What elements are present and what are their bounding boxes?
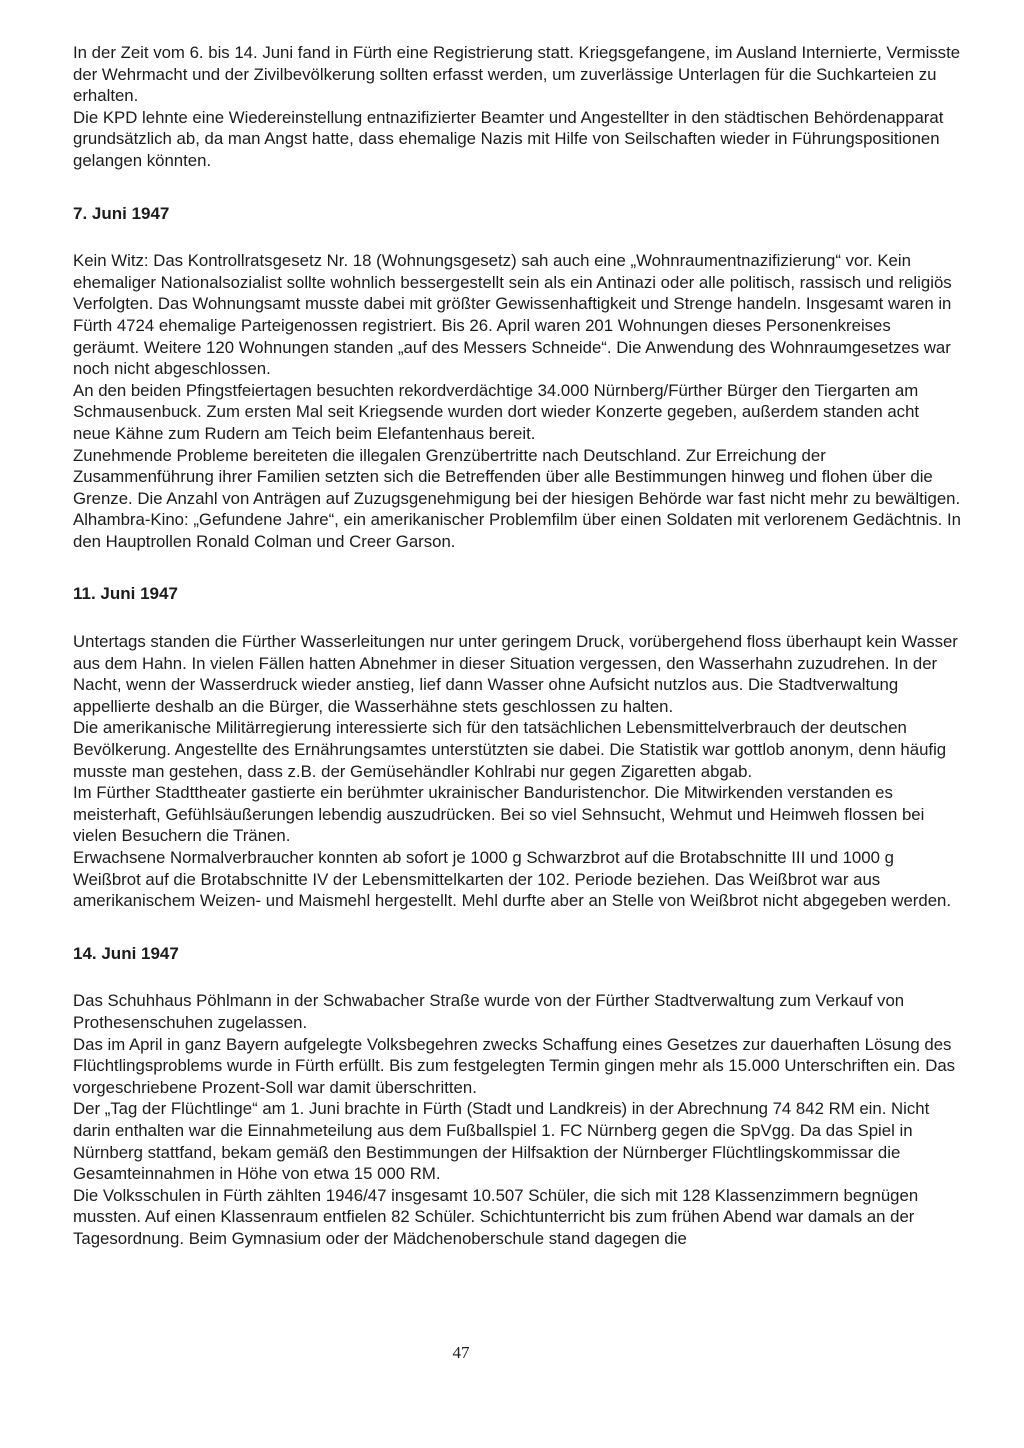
- paragraph: Zunehmende Probleme bereiteten die illegalen Grenzübertritte nach Deutschland. Zur Erreichung der Zusammenführung ihrer Familien setzten sich die Betreffenden über alle Bestimmungen hinweg und flohen über die Grenze. Die Anzahl von Anträgen auf Zuzugsgenehmigung bei der hiesigen Behörde war fast nicht mehr zu bewältigen.: [73, 445, 961, 508]
- paragraph: Kein Witz: Das Kontrollratsgesetz Nr. 18 (Wohnungsgesetz) sah auch eine „Wohnraumentnazifizierung“ vor. Kein ehemaliger Nationalsozialist sollte wohnlich bessergestellt sein als ein Antinazi oder alle politisch, rassisch und religiös Verfolgten. Das Wohnungsamt musste dabei mit größter Gewissenhaftigkeit und Strenge handeln. Insgesamt waren in Fürth 4724 ehemalige Parteigenossen registriert. Bis 26. April waren 201 Wohnungen dieses Personenkreises geräumt. Weitere 120 Wohnungen standen „auf des Messers Schneide“. Die Anwendung des Wohnraumgesetzes war noch nicht abgeschlossen.: [73, 251, 952, 379]
- date-heading: 11. Juni 1947: [73, 584, 178, 604]
- paragraph: Im Fürther Stadttheater gastierte ein berühmter ukrainischer Banduristenchor. Die Mitwirkenden verstanden es meisterhaft, Gefühlsäußerungen lebendig auszudrücken. Bei so viel Sehnsucht, Wehmut und Heimweh flossen bei vielen Besuchern die Tränen.: [73, 783, 925, 846]
- paragraph: Der „Tag der Flüchtlinge“ am 1. Juni brachte in Fürth (Stadt und Landkreis) in der Abrechnung 74 842 RM ein. Nicht darin enthalten war die Einnahmeteilung aus dem Fußballspiel 1. FC Nürnberg gegen die SpVgg. Da das Spiel in Nürnberg stattfand, bekam gemäß den Bestimmungen der Hilfsaktion der Nürnberger Flüchtlingskommissar die Gesamteinnahmen in Höhe von etwa 15 000 RM.: [73, 1099, 930, 1184]
- document-text-block: [73, 42, 961, 1250]
- paragraph: In der Zeit vom 6. bis 14. Juni fand in Fürth eine Registrierung statt. Kriegsgefangene, im Ausland Internierte, Vermisste der Wehrmacht und der Zivilbevölkerung sollten erfasst werden, um zuverlässige Unterlagen für die Suchkarteien zu erhalten.: [73, 43, 961, 106]
- paragraph: An den beiden Pfingstfeiertagen besuchten rekordverdächtige 34.000 Nürnberg/Fürther Bürger den Tiergarten am Schmausenbuck. Zum ersten Mal seit Kriegsende wurden dort wieder Konzerte gegeben, außerdem standen acht neue Kähne zum Rudern am Teich beim Elefantenhaus bereit.: [73, 380, 920, 443]
- paragraph: Das Schuhhaus Pöhlmann in der Schwabacher Straße wurde von der Fürther Stadtverwaltung zum Verkauf von Prothesenschuhen zugelassen.: [73, 991, 905, 1032]
- paragraph: Die Volksschulen in Fürth zählten 1946/47 insgesamt 10.507 Schüler, die sich mit 128 Klassenzimmern begnügen mussten. Auf einen Klassenraum entfielen 82 Schüler. Schichtunterricht bis zum frühen Abend war damals an der Tagesordnung. Beim Gymnasium oder der Mädchenoberschule stand dagegen die: [73, 1185, 919, 1248]
- date-heading: 7. Juni 1947: [73, 203, 170, 223]
- date-heading: 14. Juni 1947: [73, 943, 179, 963]
- paragraph: Alhambra-Kino: „Gefundene Jahre“, ein amerikanischer Problemfilm über einen Soldaten mit verlorenem Gedächtnis. In den Hauptrollen Ronald Colman und Creer Garson.: [73, 510, 961, 551]
- paragraph: Die amerikanische Militärregierung interessierte sich für den tatsächlichen Lebensmittelverbrauch der deutschen Bevölkerung. Angestellte des Ernährungsamtes unterstützten sie dabei. Die Statistik war gottlob anonym, denn häufig musste man gestehen, dass z.B. der Gemüsehändler Kohlrabi nur gegen Zigaretten abgab.: [73, 718, 947, 781]
- page-number: 47: [452, 1343, 470, 1362]
- paragraph: Erwachsene Normalverbraucher konnten ab sofort je 1000 g Schwarzbrot auf die Brotabschnitte III und 1000 g Weißbrot auf die Brotabschnitte IV der Lebensmittelkarten der 102. Periode beziehen. Das Weißbrot war aus amerikanischem Weizen- und Maismehl hergestellt. Mehl durfte aber an Stelle von Weißbrot nicht abgegeben werden.: [73, 848, 952, 911]
- paragraph: Das im April in ganz Bayern aufgelegte Volksbegehren zwecks Schaffung eines Gesetzes zur dauerhaften Lösung des Flüchtlingsproblems wurde in Fürth erfüllt. Bis zum festgelegten Termin gingen mehr als 15.000 Unterschriften ein. Das vorgeschriebene Prozent-Soll war damit überschritten.: [73, 1034, 956, 1097]
- paragraph: Die KPD lehnte eine Wiedereinstellung entnazifizierter Beamter und Angestellter in den städtischen Behördenapparat grundsätzlich ab, da man Angst hatte, dass ehemalige Nazis mit Hilfe von Seilschaften wieder in Führungspositionen gelangen könnten.: [73, 107, 944, 170]
- paragraph: Untertags standen die Fürther Wasserleitungen nur unter geringem Druck, vorübergehend floss überhaupt kein Wasser aus dem Hahn. In vielen Fällen hatten Abnehmer in dieser Situation vergessen, den Wasserhahn zuzudrehen. In der Nacht, wenn der Wasserdruck wieder anstieg, lief dann Wasser ohne Aufsicht nutzlos aus. Die Stadtverwaltung appellierte deshalb an die Bürger, die Wasserhähne stets geschlossen zu halten.: [73, 632, 958, 716]
